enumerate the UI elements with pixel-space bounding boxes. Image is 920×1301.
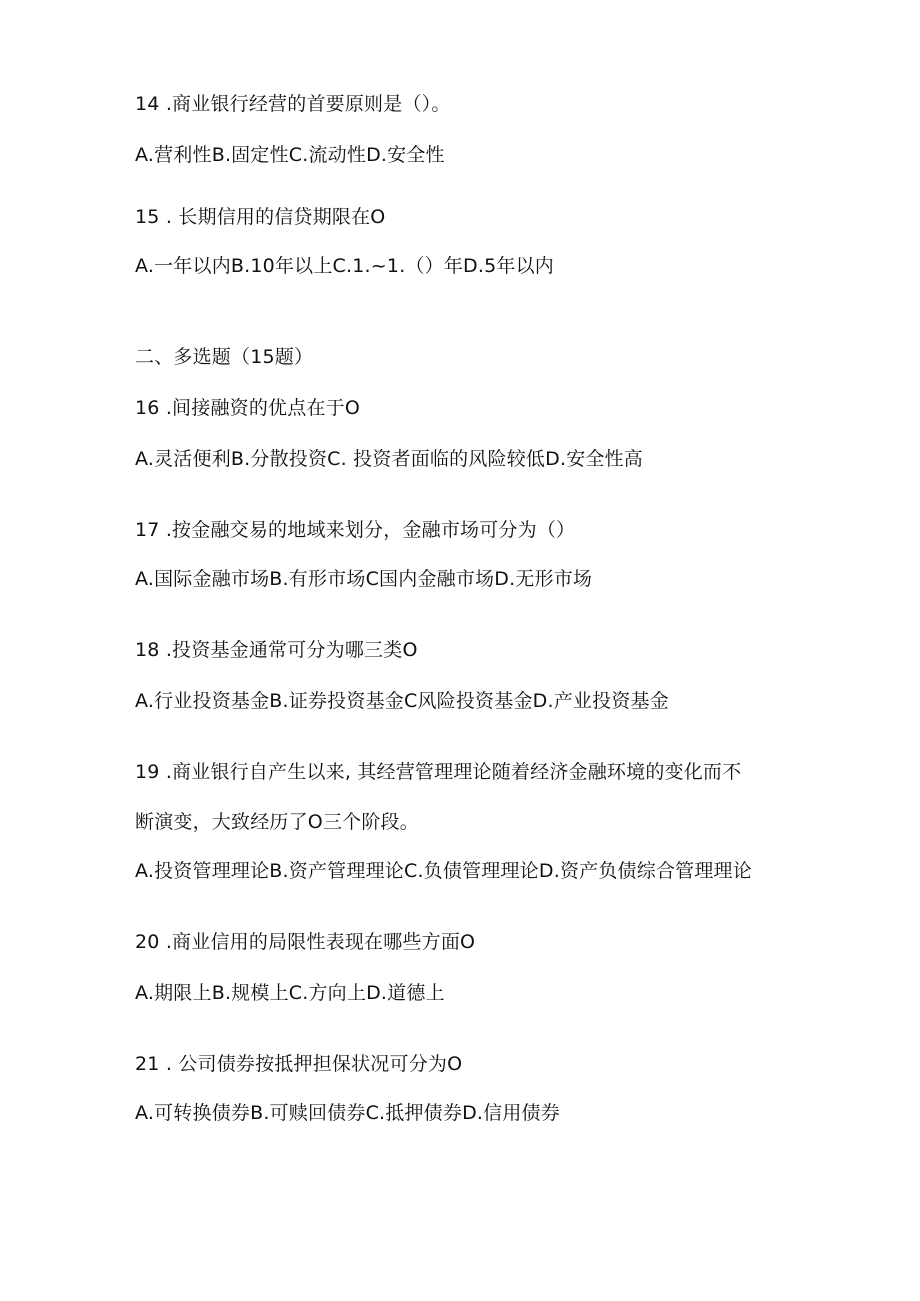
section-heading: 二、多选题（15题）	[135, 346, 314, 368]
question-15: 15 . 长期信用的信贷期限在O	[135, 206, 386, 228]
question-18: 18 .投资基金通常可分为哪三类O	[135, 639, 418, 661]
question-19: 19 .商业银行自产生以来, 其经营管理理论随着经济金融环境的变化而不	[135, 761, 742, 783]
question-15-options: A.一年以内B.10年以上C.1.~1.（）年D.5年以内	[135, 255, 554, 277]
question-17-options: A.国际金融市场B.有形市场C国内金融市场D.无形市场	[135, 568, 593, 590]
question-20-options: A.期限上B.规模上C.方向上D.道德上	[135, 982, 445, 1004]
question-18-options: A.行业投资基金B.证券投资基金C风险投资基金D.产业投资基金	[135, 690, 669, 712]
question-16-options: A.灵活便利B.分散投资C. 投资者面临的风险较低D.安全性高	[135, 448, 643, 470]
question-16: 16 .间接融资的优点在于O	[135, 397, 361, 419]
question-17: 17 .按金融交易的地域来划分，金融市场可分为（）	[135, 519, 576, 541]
question-21: 21 . 公司债券按抵押担保状况可分为O	[135, 1053, 463, 1075]
question-14: 14 .商业银行经营的首要原则是（）。	[135, 93, 451, 115]
question-14-options: A.营利性B.固定性C.流动性D.安全性	[135, 144, 445, 166]
question-19-options: A.投资管理理论B.资产管理理论C.负债管理理论D.资产负债综合管理理论	[135, 860, 752, 882]
question-19-continued: 断演变，大致经历了O三个阶段。	[135, 811, 419, 833]
question-20: 20 .商业信用的局限性表现在哪些方面O	[135, 931, 476, 953]
question-21-options: A.可转换债券B.可赎回债券C.抵押债券D.信用债券	[135, 1102, 560, 1124]
